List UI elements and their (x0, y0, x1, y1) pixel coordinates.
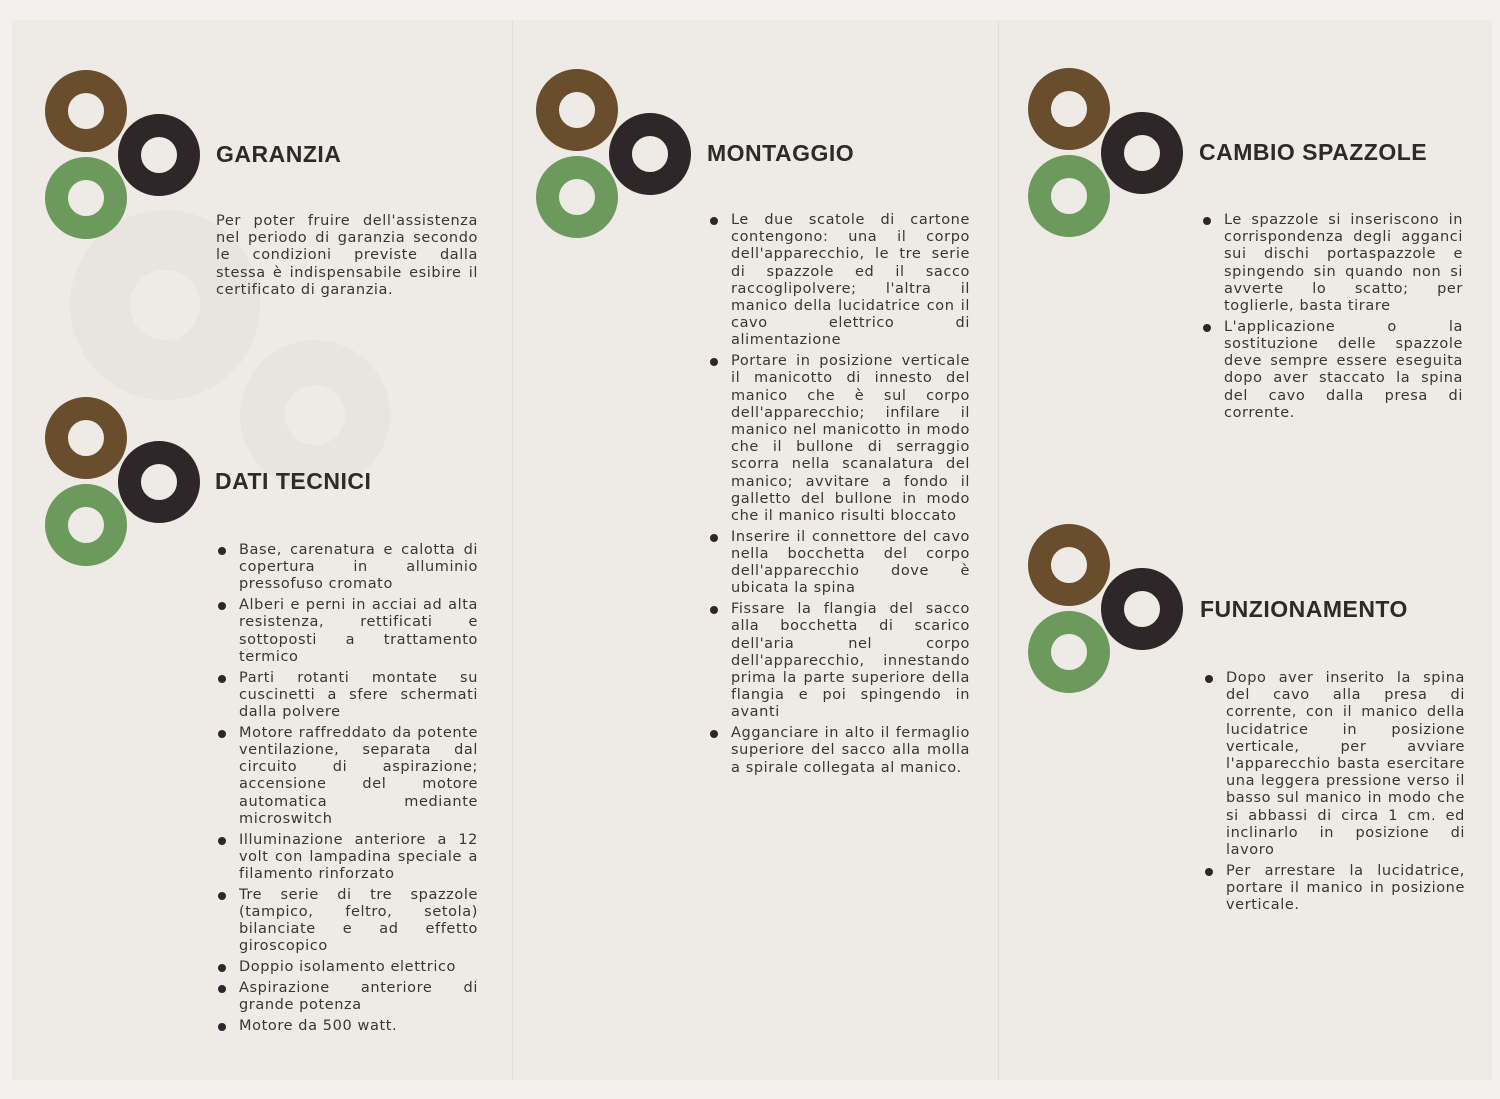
bullet-dot-icon (710, 358, 718, 366)
list-item: Inserire il connettore del cavo nella bocchetta del corpo dell'apparecchio dove è ubicata la spina (708, 529, 970, 598)
bullet-dot-icon (1205, 675, 1213, 683)
bullet-dot-icon (710, 606, 718, 614)
fold-line-right (998, 20, 999, 1080)
list-item: Dopo aver inserito la spina del cavo alla presa di corrente, con il manico della lucidatrice in posizione verticale, per avviare l'apparecchio basta esercitare una leggera pressione verso il basso sul manico in modo che si abbassi di circa 1 cm. ed inclinarlo in posizione di lavoro (1203, 670, 1465, 859)
bullet-dot-icon (710, 730, 718, 738)
section-title-dati-tecnici: DATI TECNICI (215, 468, 372, 494)
list-item: Fissare la flangia del sacco alla bocchetta di scarico dell'aria nel corpo dell'apparecchio, innestando prima la parte superiore della flangia e poi spingendo in avanti (708, 601, 970, 721)
list-item: Per arrestare la lucidatrice, portare il manico in posizione verticale. (1203, 863, 1465, 915)
rings-emblem-icon (1028, 68, 1178, 218)
list-item: Portare in posizione verticale il manicotto di innesto del manico che è sul corpo dell'apparecchio; infilare il manico nel manicotto in modo che il bullone di serraggio scorra nella scanalatura del manico; avvitare a fondo il galletto del bullone in modo che il manico risulti bloccato (708, 353, 970, 525)
list-item: Alberi e perni in acciai ad alta resistenza, rettificati e sottoposti a trattamento termico (216, 597, 478, 666)
rings-emblem-icon (45, 397, 195, 547)
list-item: Tre serie di tre spazzole (tampico, feltro, setola) bilanciate e ad effetto giroscopico (216, 887, 478, 956)
list-item: Le spazzole si inseriscono in corrispondenza degli agganci sui dischi portaspazzole e spingendo sin quando non si avverte lo scatto; per toglierle, basta tirare (1201, 212, 1463, 315)
list-item: L'applicazione o la sostituzione delle spazzole deve sempre essere eseguita dopo aver staccato la spina del cavo dalla presa di corrente. (1201, 319, 1463, 422)
bullet-dot-icon (1203, 217, 1211, 225)
fold-line-left (512, 20, 513, 1080)
bullet-dot-icon (218, 730, 226, 738)
bullet-dot-icon (710, 534, 718, 542)
rings-emblem-icon (1028, 524, 1178, 674)
section-title-montaggio: MONTAGGIO (707, 140, 855, 166)
bullet-dot-icon (218, 547, 226, 555)
list-item: Doppio isolamento elettrico (216, 959, 478, 976)
section-title-garanzia: GARANZIA (216, 141, 342, 167)
section-title-funzionamento: FUNZIONAMENTO (1200, 596, 1408, 622)
list-item: Aspirazione anteriore di grande potenza (216, 980, 478, 1014)
list-item: Le due scatole di cartone contengono: una il corpo dell'apparecchio, le tre serie di spazzole ed il sacco raccoglipolvere; l'altra il manico della lucidatrice con il cavo elettrico di alimentazione (708, 212, 970, 350)
list-item: Motore da 500 watt. (216, 1018, 478, 1035)
list-item: Motore raffreddato da potente ventilazione, separata dal circuito di aspirazione; accensione del motore automatica mediante microswitch (216, 725, 478, 828)
list-item: Parti rotanti montate su cuscinetti a sfere schermati dalla polvere (216, 670, 478, 722)
list-item: Base, carenatura e calotta di copertura in alluminio pressofuso cromato (216, 542, 478, 594)
bullet-dot-icon (218, 985, 226, 993)
section-title-cambio-spazzole: CAMBIO SPAZZOLE (1199, 139, 1428, 165)
bullet-dot-icon (218, 1023, 226, 1031)
bullet-dot-icon (218, 675, 226, 683)
bullet-dot-icon (218, 602, 226, 610)
bullet-dot-icon (218, 837, 226, 845)
bullet-dot-icon (1205, 868, 1213, 876)
montaggio-list (708, 212, 970, 780)
bullet-dot-icon (218, 964, 226, 972)
bullet-dot-icon (218, 892, 226, 900)
cambio-spazzole-list (1201, 212, 1463, 426)
rings-emblem-icon (45, 70, 195, 220)
bullet-dot-icon (710, 217, 718, 225)
garanzia-text: Per poter fruire dell'assistenza nel periodo di garanzia secondo le condizioni previste dalla stessa è indispensabile esibire il certificato di garanzia. (216, 213, 478, 298)
dati-tecnici-list (216, 542, 478, 1039)
list-item: Agganciare in alto il fermaglio superiore del sacco alla molla a spirale collegata al manico. (708, 725, 970, 777)
funzionamento-list (1203, 670, 1465, 918)
list-item: Illuminazione anteriore a 12 volt con lampadina speciale a filamento rinforzato (216, 832, 478, 884)
bullet-dot-icon (1203, 324, 1211, 332)
rings-emblem-icon (536, 69, 686, 219)
